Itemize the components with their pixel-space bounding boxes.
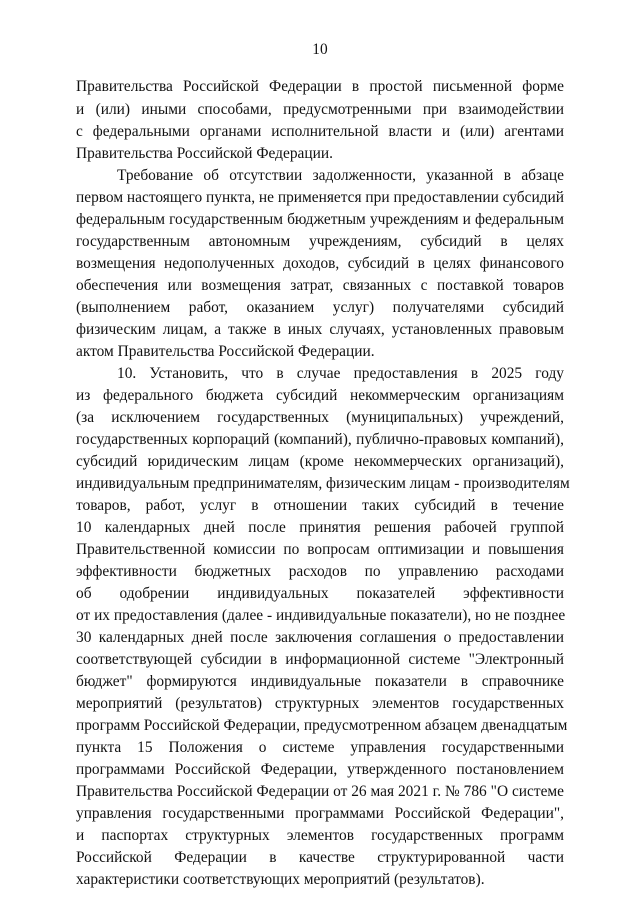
text-line: с федеральными органами исполнительной власти и (или) агентами bbox=[76, 123, 564, 140]
text-line: субсидий юридическим лицам (кроме некоммерческих организаций), bbox=[76, 453, 564, 470]
text-line: и паспортах структурных элементов государственных программ bbox=[76, 827, 564, 844]
text-line: 30 календарных дней после заключения соглашения о предоставлении bbox=[76, 629, 564, 646]
text-line: государственным автономным учреждениям, субсидий в целях bbox=[76, 233, 564, 250]
text-line: управления государственными программами Российской Федерации", bbox=[76, 805, 564, 822]
text-line: об одобрении индивидуальных показателей эффективности bbox=[76, 585, 564, 602]
text-line: первом настоящего пункта, не применяется при предоставлении субсидий bbox=[76, 189, 564, 206]
text-line: товаров, работ, услуг в отношении таких субсидий в течение bbox=[76, 497, 564, 514]
text-line: обеспечения или возмещения затрат, связанных с поставкой товаров bbox=[76, 277, 564, 294]
text-line: актом Правительства Российской Федерации. bbox=[76, 343, 375, 360]
text-line: государственных корпораций (компаний), публично-правовых компаний), bbox=[76, 431, 564, 448]
text-line: и (или) иными способами, предусмотренными при взаимодействии bbox=[76, 101, 564, 118]
text-line: 10 календарных дней после принятия решения рабочей группой bbox=[76, 519, 564, 536]
text-line: (выполнением работ, оказанием услуг) получателями субсидий bbox=[76, 299, 564, 316]
text-line: соответствующей субсидии в информационной системе "Электронный bbox=[76, 651, 564, 668]
text-line: Правительственной комиссии по вопросам оптимизации и повышения bbox=[76, 541, 564, 558]
text-line: программами Российской Федерации, утвержденного постановлением bbox=[76, 761, 564, 778]
text-line: эффективности бюджетных расходов по управлению расходами bbox=[76, 563, 564, 580]
text-line: мероприятий (результатов) структурных элементов государственных bbox=[76, 695, 564, 712]
text-line: физическим лицам, а также в иных случаях, установленных правовым bbox=[76, 321, 564, 338]
text-line: программ Российской Федерации, предусмотренном абзацем двенадцатым bbox=[76, 717, 568, 734]
text-line: (за исключением государственных (муниципальных) учреждений, bbox=[76, 409, 564, 426]
paragraph-first-line: 10. Установить, что в случае предоставления в 2025 году bbox=[117, 365, 564, 382]
text-line: индивидуальным предпринимателям, физическим лицам - производителям bbox=[76, 475, 570, 492]
text-line: федеральным государственным бюджетным учреждениям и федеральным bbox=[76, 211, 564, 228]
text-line: от их предоставления (далее - индивидуальные показатели), но не позднее bbox=[76, 607, 566, 624]
text-line: возмещения недополученных доходов, субсидий в целях финансового bbox=[76, 255, 564, 272]
text-line: Правительства Российской Федерации в простой письменной форме bbox=[76, 78, 564, 95]
text-line: из федерального бюджета субсидий некоммерческим организациям bbox=[76, 387, 564, 404]
text-line: характеристики соответствующих мероприятий (результатов). bbox=[76, 871, 485, 888]
paragraph-first-line: Требование об отсутствии задолженности, указанной в абзаце bbox=[117, 167, 564, 184]
text-line: Правительства Российской Федерации. bbox=[76, 145, 333, 162]
text-line: Правительства Российской Федерации от 26 мая 2021 г. № 786 "О системе bbox=[76, 783, 564, 800]
text-line: пункта 15 Положения о системе управления государственными bbox=[76, 739, 564, 756]
page-number: 10 bbox=[312, 41, 328, 58]
text-line: бюджет" формируются индивидуальные показатели в справочнике bbox=[76, 673, 564, 690]
text-line: Российской Федерации в качестве структурированной части bbox=[76, 849, 564, 866]
